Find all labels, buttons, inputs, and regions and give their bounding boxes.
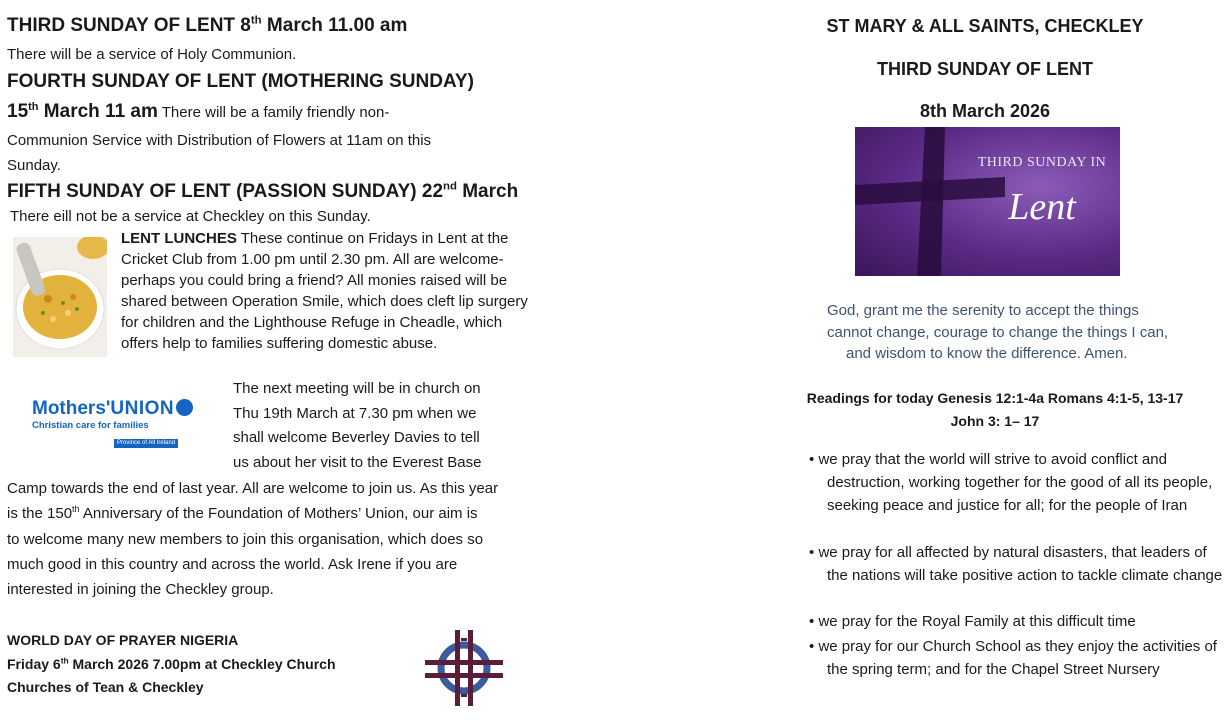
serenity-prayer: God, grant me the serenity to accept the things cannot change, courage to change the things I can, and wisdom to know the difference. Amen. [827, 302, 1169, 362]
third-sunday-heading: THIRD SUNDAY OF LENT 8th March 11.00 am [7, 14, 408, 36]
church-name: ST MARY & ALL SAINTS, CHECKLEY [826, 16, 1144, 36]
service-date: 8th March 2026 [919, 101, 1051, 121]
fourth-sunday-line-1: 15th March 11 am There will be a family friendly non- [7, 100, 390, 122]
mu-meeting-text: The next meeting will be in church on Thu 19th March at 7.30 pm when we shall welcome Beverley Davies to tell us about her visit to the Everest Base [233, 380, 482, 471]
soup-image [13, 237, 107, 357]
fourth-sunday-line-2: Communion Service with Distribution of Flowers at 11am on this [7, 132, 432, 149]
readings: Readings for today Genesis 12:1-4a Romans 4:1-5, 13-17 John 3: 1– 17 [806, 390, 1184, 429]
prayer-item: • we pray for our Church School as they enjoy the activities of the spring term; and for the Chapel Street Nursery [809, 638, 1217, 678]
fourth-sunday-line-3: Sunday. [7, 157, 61, 174]
fifth-sunday-heading: FIFTH SUNDAY OF LENT (PASSION SUNDAY) 22nd March [7, 180, 519, 202]
prayer-item: • we pray for all affected by natural disasters, that leaders of the nations will take positive action to tackle climate change [809, 544, 1223, 584]
fourth-sunday-heading: FOURTH SUNDAY OF LENT (MOTHERING SUNDAY) [7, 71, 474, 92]
mu-anniversary-text: Camp towards the end of last year. All are welcome to join us. As this year is the 150th Anniversary of the Foundation of Mothers’ Union, our aim is to welcome many new members to join this organisation, which does so much good in this country and across the world. Ask Irene if you are interested in joining the Checkley group. [7, 480, 499, 599]
mothers-union-logo: Mothers'UNION Christian care for families Province of All Ireland [32, 398, 207, 444]
sunday-title: THIRD SUNDAY OF LENT [876, 59, 1094, 79]
fifth-sunday-text: There eill not be a service at Checkley on this Sunday. [10, 208, 371, 225]
prayer-item: • we pray that the world will strive to avoid conflict and destruction, working together for the good of all its people, seeking peace and justice for all; for the people of Iran [809, 451, 1213, 514]
banner-large-text: Lent [1008, 186, 1076, 228]
lent-lunches-text: LENT LUNCHES These continue on Fridays in Lent at the Cricket Club from 1.00 pm until 2.30 pm. All are welcome- perhaps you could bring a friend? All monies raised will be shared between Operation Smile, which does cleft lip surgery for children and the Lighthouse Refuge in Cheadle, which offers help to families suffering domestic abuse. [121, 230, 528, 352]
third-sunday-text: There will be a service of Holy Communion. [7, 46, 297, 63]
prayer-item: • we pray for the Royal Family at this difficult time [809, 613, 1136, 630]
lent-banner [855, 127, 1120, 276]
world-day-of-prayer: WORLD DAY OF PRAYER NIGERIA Friday 6th March 2026 7.00pm at Checkley Church Churches of Tean & Checkley [7, 632, 336, 695]
wdp-cross-logo [423, 628, 505, 708]
banner-small-text: THIRD SUNDAY IN [977, 155, 1107, 170]
